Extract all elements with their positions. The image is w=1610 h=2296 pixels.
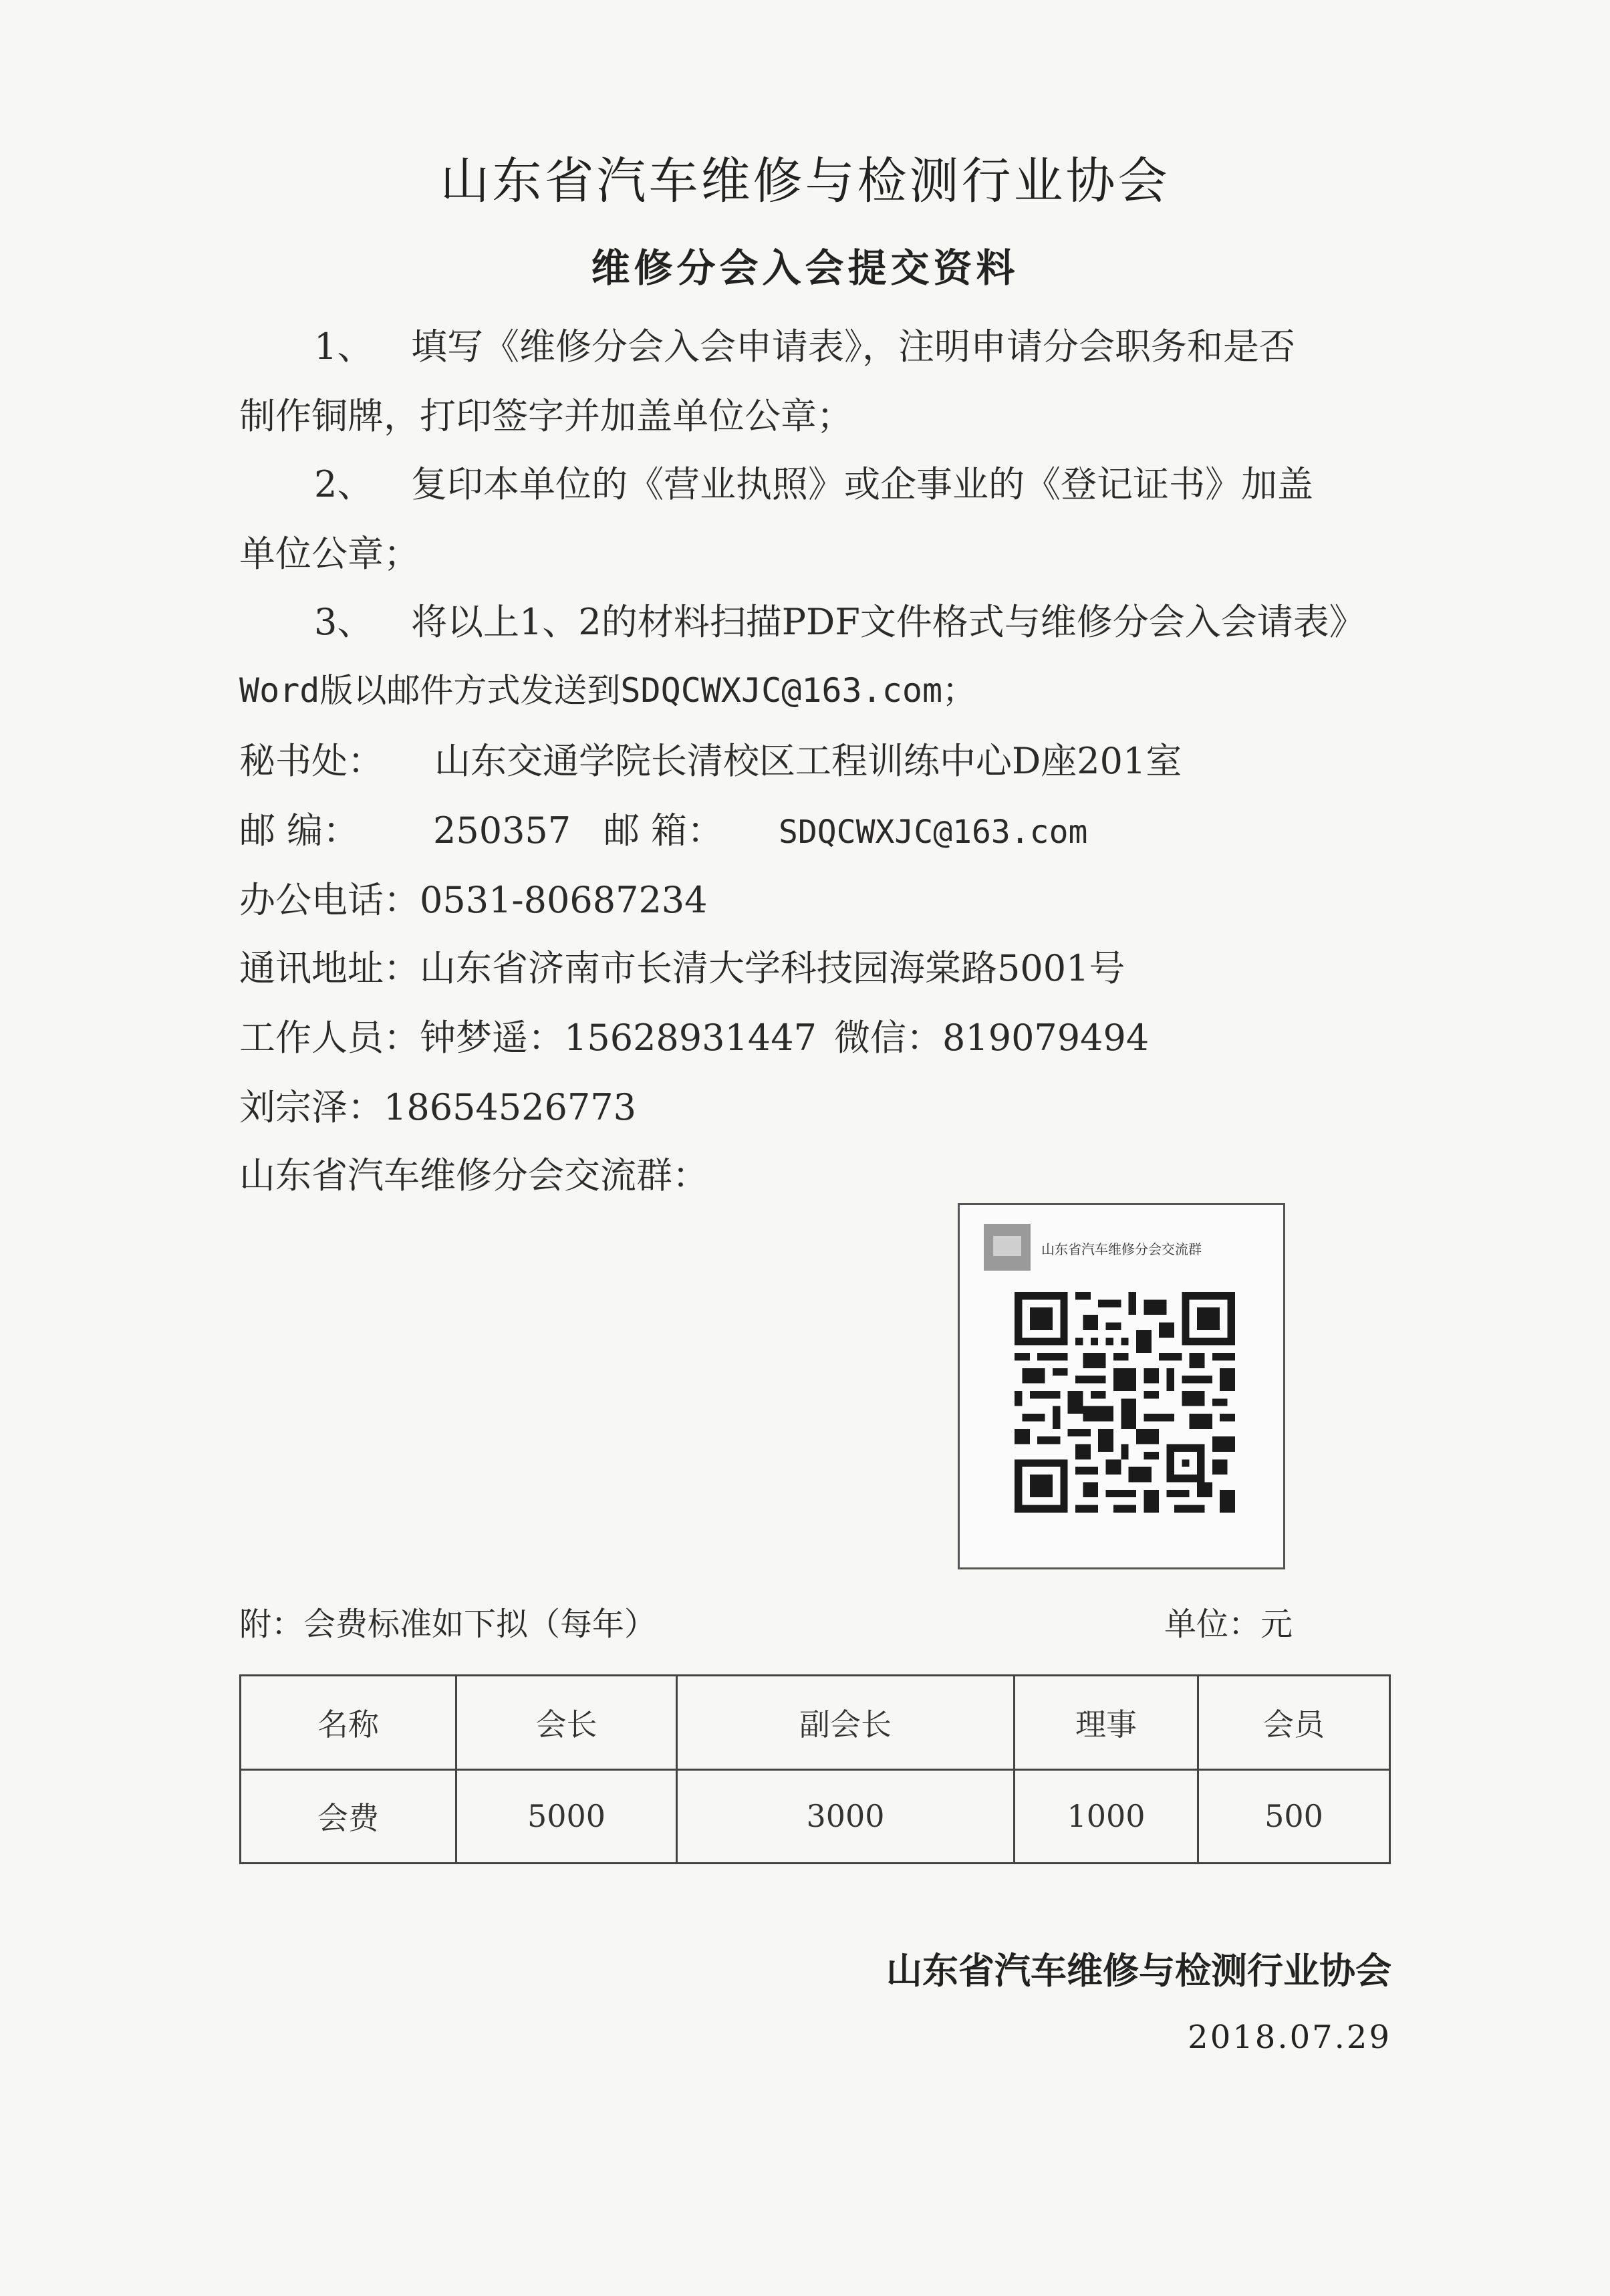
phone-value: 0531-80687234 <box>420 879 708 921</box>
item-1-line-2: 制作铜牌，打印签字并加盖单位公章； <box>239 395 853 437</box>
item-2-line-2: 单位公章； <box>239 533 420 575</box>
item-1-line-1 <box>314 326 1295 368</box>
signature-org: 山东省汽车维修与检测行业协会 <box>886 1949 1391 1992</box>
item-3-line-2: Word版以邮件方式发送到SDQCWXJC@163.com； <box>239 671 976 710</box>
table-header-cell: 名称 <box>241 1676 456 1770</box>
email-value: SDQCWXJC@163.com <box>779 813 1088 851</box>
address-label: 通讯地址： <box>239 947 420 989</box>
qr-code-icon <box>998 1292 1251 1513</box>
secretariat-label: 秘书处： <box>239 740 384 782</box>
item-2-text: 复印本单位的《营业执照》或企事业的《登记证书》加盖 <box>411 463 1313 505</box>
signature-date: 2018.07.29 <box>1188 2019 1391 2056</box>
qr-card <box>958 1203 1285 1569</box>
staff-line <box>239 1017 1150 1059</box>
wechat-label: 微信： <box>834 1017 942 1059</box>
staff-label: 工作人员： <box>239 1017 420 1059</box>
item-3-text: 将以上1、2的材料扫描PDF文件格式与维修分会入会请表》 <box>411 601 1365 643</box>
staff-1: 钟梦遥：15628931447 <box>420 1017 817 1059</box>
table-header-cell: 会员 <box>1198 1676 1390 1770</box>
table-header-cell: 理事 <box>1015 1676 1198 1770</box>
item-2-line-1 <box>314 463 1313 505</box>
phone-line <box>239 879 708 921</box>
group-avatar-icon <box>984 1224 1031 1271</box>
secretariat-value: 山东交通学院长清校区工程训练中心D座201室 <box>434 740 1182 782</box>
fee-note: 附：会费标准如下拟（每年） <box>239 1606 657 1643</box>
staff-2: 刘宗泽：18654526773 <box>239 1086 636 1128</box>
postcode-label: 邮 编： <box>239 809 360 852</box>
table-cell: 会费 <box>241 1769 456 1864</box>
item-1-text: 填写《维修分会入会申请表》，注明申请分会职务和是否 <box>411 326 1295 368</box>
wechat-value: 819079494 <box>942 1017 1150 1059</box>
fee-unit: 单位：元 <box>1164 1606 1293 1643</box>
table-row <box>241 1769 1390 1864</box>
table-header-row <box>241 1676 1390 1770</box>
phone-label: 办公电话： <box>239 879 420 921</box>
table-header-cell: 副会长 <box>677 1676 1015 1770</box>
table-header-cell: 会长 <box>456 1676 677 1770</box>
secretariat-line <box>239 740 1182 782</box>
qr-title: 山东省汽车维修分会交流群 <box>1041 1241 1202 1257</box>
group-label: 山东省汽车维修分会交流群： <box>239 1154 708 1196</box>
document-subtitle: 维修分会入会提交资料 <box>591 245 1019 291</box>
email-label: 邮 箱： <box>603 809 724 852</box>
fee-table <box>239 1674 1391 1864</box>
table-cell: 1000 <box>1015 1769 1198 1864</box>
item-3-line-1 <box>314 601 1365 643</box>
postcode-line <box>239 809 1088 852</box>
document-title: 山东省汽车维修与检测行业协会 <box>440 152 1170 210</box>
postcode-value: 250357 <box>433 809 571 852</box>
item-3-number: 3、 <box>314 601 374 643</box>
address-line <box>239 947 1125 989</box>
address-value: 山东省济南市长清大学科技园海棠路5001号 <box>420 947 1125 989</box>
table-cell: 500 <box>1198 1769 1390 1864</box>
table-cell: 3000 <box>677 1769 1015 1864</box>
item-2-number: 2、 <box>314 463 374 505</box>
table-cell: 5000 <box>456 1769 677 1864</box>
item-1-number: 1、 <box>314 326 374 368</box>
